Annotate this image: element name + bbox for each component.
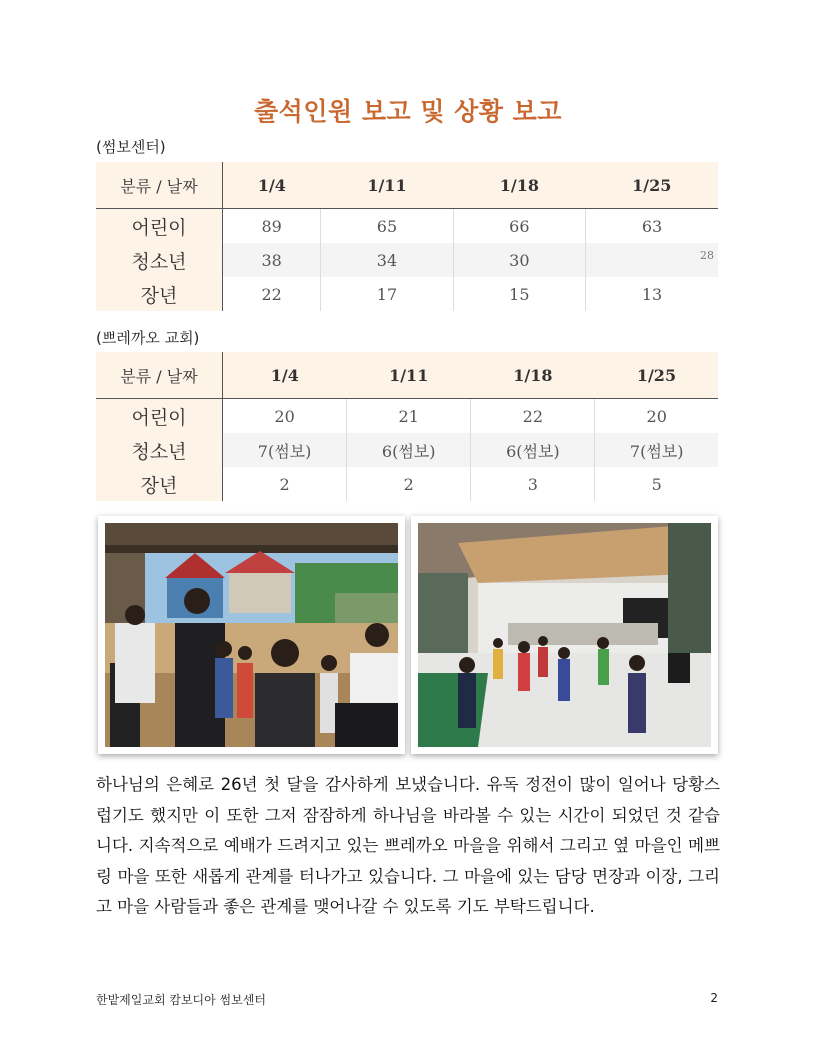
cell-value: 3 [471, 467, 595, 501]
cell-value: 6(썸보) [347, 433, 471, 467]
header-date: 1/11 [321, 162, 453, 209]
table-row [96, 433, 718, 467]
photo-village-gathering [98, 516, 405, 754]
row-category: 장년 [96, 277, 223, 311]
cell-value: 22 [471, 399, 595, 434]
row-category: 장년 [96, 467, 223, 501]
header-date: 1/4 [223, 162, 321, 209]
cell-value: 38 [223, 243, 321, 277]
cell-value: 7(썸보) [595, 433, 718, 467]
cell-value-with-note [586, 243, 718, 277]
header-date: 1/18 [453, 162, 585, 209]
cell-value: 2 [223, 467, 347, 501]
row-category: 청소년 [96, 433, 223, 467]
table-row [96, 209, 718, 244]
header-date: 1/18 [471, 352, 595, 399]
cell-value: 22 [223, 277, 321, 311]
cell-value: 66 [453, 209, 585, 244]
cell-value: 7(썸보) [223, 433, 347, 467]
attendance-table-prekao [96, 352, 718, 501]
table-header-row [96, 352, 718, 399]
cell-value: 63 [641, 216, 663, 236]
row-category: 청소년 [96, 243, 223, 277]
cell-value: 2 [347, 467, 471, 501]
cell-value: 17 [321, 277, 453, 311]
report-paragraph: 하나님의 은혜로 26년 첫 달을 감사하게 보냈습니다. 유독 정전이 많이 일어나 당황스럽기도 했지만 이 또한 그저 잠잠하게 하나님을 바라볼 수 있는 시간이 되었던 것 같습니다. 지속적으로 예배가 드려지고 있는 쁘레까오 마을을 위해서 그리고 옆 마을인 메쁘링 마을 또한 새롭게 관계를 터나가고 있습니다. 그 마을에 있는 담당 면장과 이장, 그리고 마을 사람들과 좋은 관계를 맺어나갈 수 있도록 기도 부탁드립니다. [96, 775, 720, 916]
table-row [96, 243, 718, 277]
page-number: 2 [710, 991, 718, 1005]
village-gathering-image [105, 523, 398, 747]
row-category: 어린이 [96, 399, 223, 434]
header-date: 1/25 [595, 352, 718, 399]
table-label-sombo: (썸보센터) [96, 138, 166, 156]
cell-value: 13 [641, 284, 663, 304]
table-label-prekao: (쁘레까오 교회) [96, 329, 200, 347]
photo-hall-children [411, 516, 718, 754]
table-row [96, 399, 718, 434]
table-row [96, 467, 718, 501]
cell-value: 20 [646, 406, 667, 426]
row-category: 어린이 [96, 209, 223, 244]
cell-value: 5 [651, 474, 662, 494]
cell-value: 30 [453, 243, 585, 277]
cell-value: 65 [321, 209, 453, 244]
footer-organization: 한밭제일교회 캄보디아 썸보센터 [96, 993, 266, 1007]
cell-value: 21 [347, 399, 471, 434]
table-header-row [96, 162, 718, 209]
header-category: 분류 / 날짜 [96, 352, 223, 399]
header-category: 분류 / 날짜 [96, 162, 223, 209]
cell-value: 20 [223, 399, 347, 434]
hall-children-image [418, 523, 711, 747]
header-date: 1/25 [586, 162, 718, 209]
attendance-table-sombo [96, 162, 718, 311]
cell-value: 89 [223, 209, 321, 244]
cell-value: 34 [321, 243, 453, 277]
page-title: 출석인원 보고 및 상황 보고 [254, 97, 562, 126]
small-note: 28 [700, 249, 714, 262]
table-row [96, 277, 718, 311]
header-date: 1/4 [223, 352, 347, 399]
cell-value: 15 [453, 277, 585, 311]
cell-value: 6(썸보) [471, 433, 595, 467]
header-date: 1/11 [347, 352, 471, 399]
